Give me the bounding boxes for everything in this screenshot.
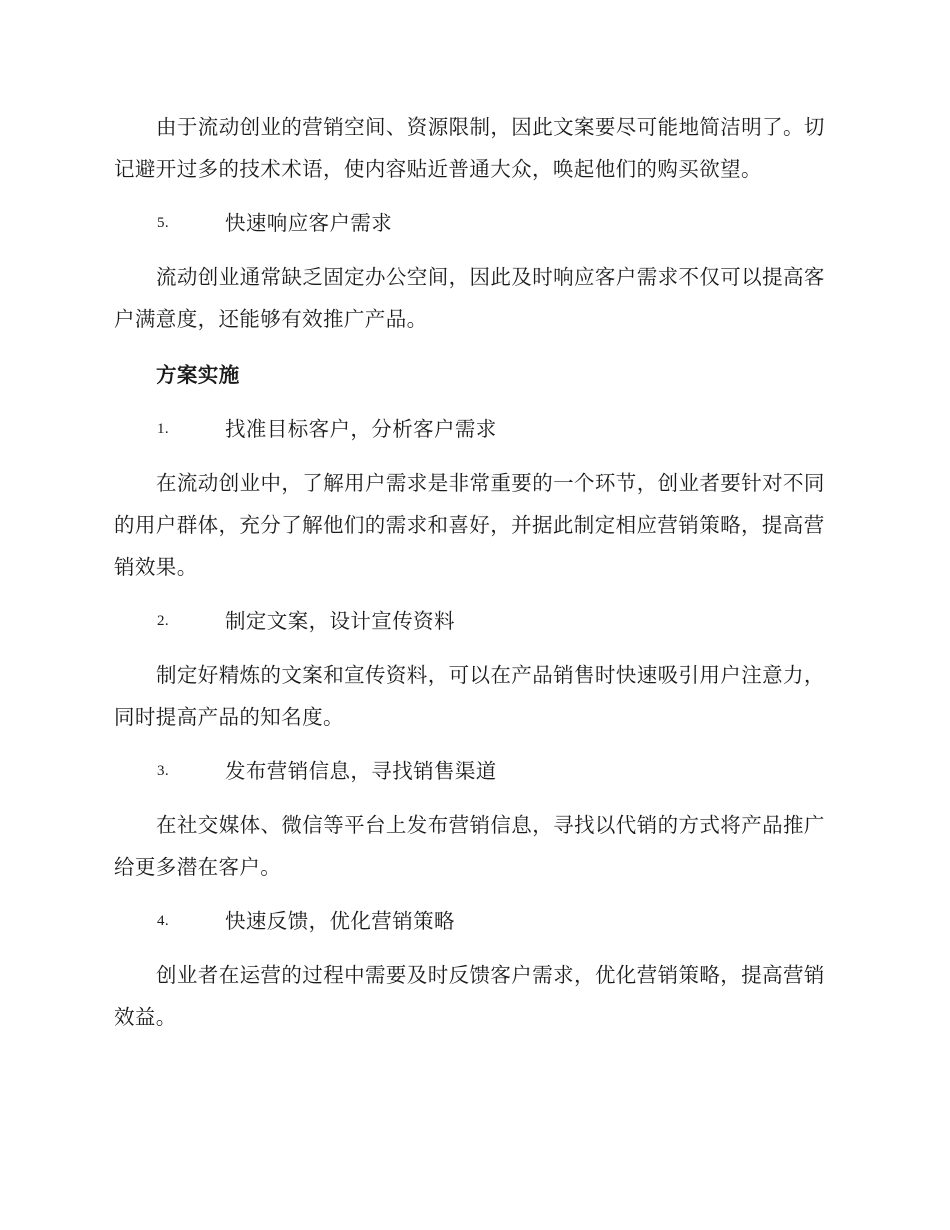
list-item-text: 快速响应客户需求 <box>225 211 393 235</box>
paragraph-respond-customers: 流动创业通常缺乏固定办公空间，因此及时响应客户需求不仅可以提高客户满意度，还能够有效推广产品。 <box>114 265 825 331</box>
document-body <box>114 106 836 1038</box>
list-item-text: 快速反馈，优化营销策略 <box>225 909 455 933</box>
list-item-text: 制定文案，设计宣传资料 <box>225 609 455 633</box>
list-item-3 <box>114 750 836 792</box>
list-number: 1. <box>157 421 170 437</box>
paragraph-feedback-optimize: 创业者在运营的过程中需要及时反馈客户需求，优化营销策略，提高营销效益。 <box>114 963 825 1029</box>
paragraph-copywriting-materials: 制定好精炼的文案和宣传资料，可以在产品销售时快速吸引用户注意力，同时提高产品的知名度。 <box>114 663 825 729</box>
paragraph-copywriting-concise: 由于流动创业的营销空间、资源限制，因此文案要尽可能地简洁明了。切记避开过多的技术术语，使内容贴近普通大众，唤起他们的购买欲望。 <box>114 115 825 181</box>
list-number: 5. <box>157 215 170 231</box>
list-item-text: 找准目标客户，分析客户需求 <box>225 417 497 441</box>
list-item-1 <box>114 408 836 450</box>
list-item-text: 发布营销信息，寻找销售渠道 <box>225 759 497 783</box>
list-item-2 <box>114 600 836 642</box>
section-heading: 方案实施 <box>156 363 240 387</box>
list-item-5 <box>114 202 836 244</box>
list-number: 2. <box>157 613 170 629</box>
paragraph-target-customers: 在流动创业中，了解用户需求是非常重要的一个环节，创业者要针对不同的用户群体，充分了解他们的需求和喜好，并据此制定相应营销策略，提高营销效果。 <box>114 471 825 579</box>
list-number: 4. <box>157 913 170 929</box>
list-number: 3. <box>157 763 170 779</box>
paragraph-sales-channels: 在社交媒体、微信等平台上发布营销信息，寻找以代销的方式将产品推广给更多潜在客户。 <box>114 813 825 879</box>
list-item-4 <box>114 900 836 942</box>
